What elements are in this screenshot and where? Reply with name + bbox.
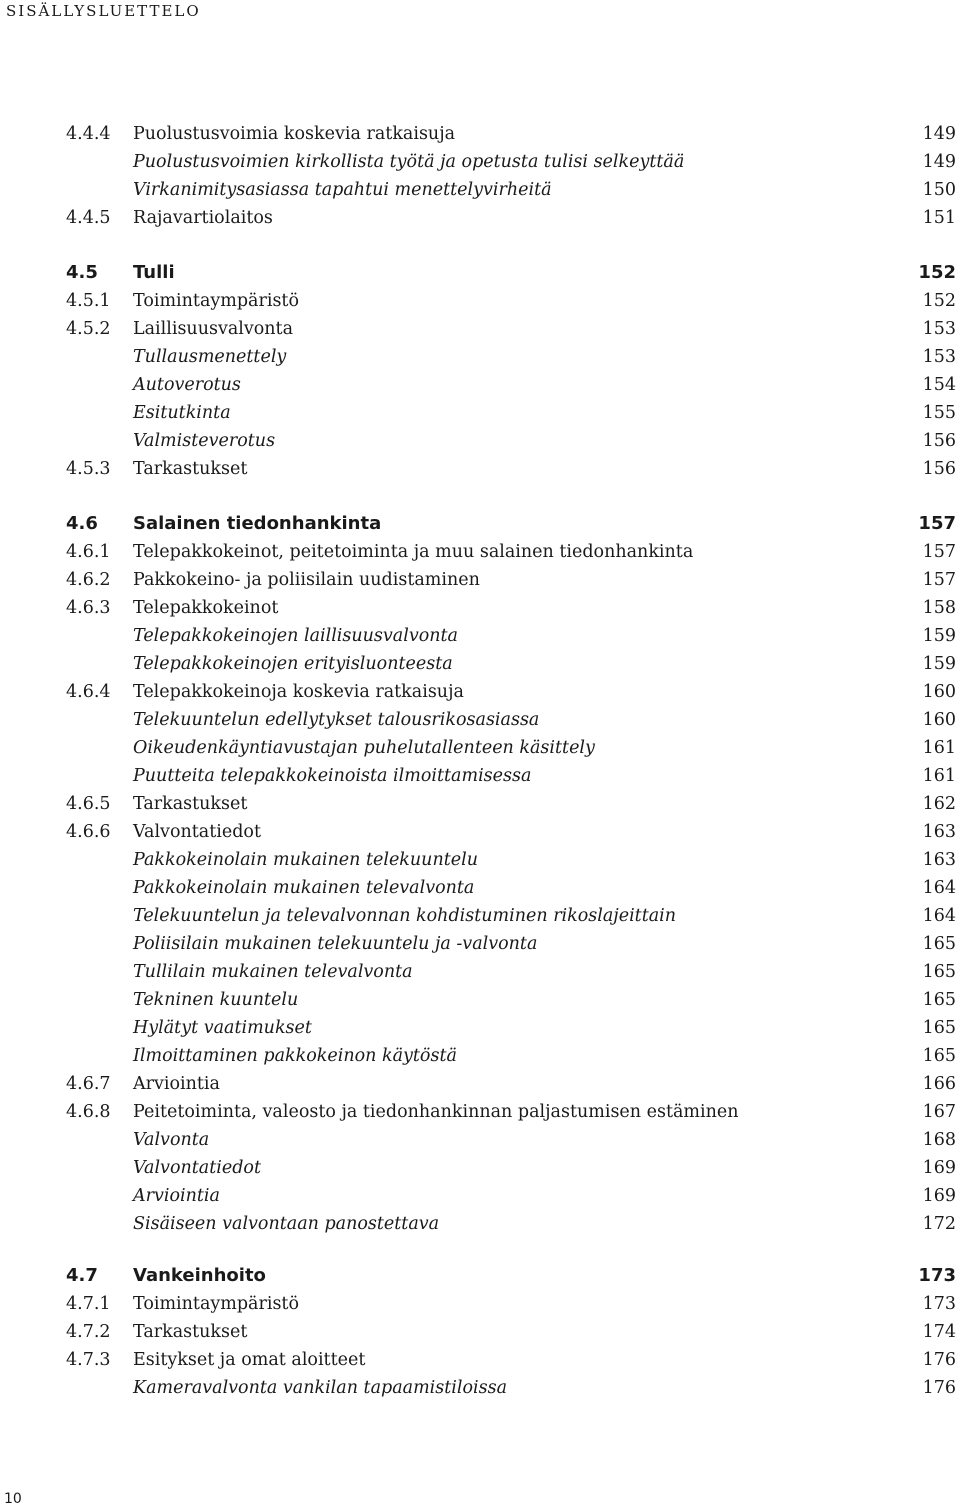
toc-entry-page: 163 bbox=[922, 822, 956, 842]
toc-entry-page: 165 bbox=[922, 1018, 956, 1038]
toc-entry-page: 165 bbox=[922, 962, 956, 982]
toc-entry-page: 150 bbox=[922, 180, 956, 200]
toc-entry-page: 176 bbox=[922, 1378, 956, 1398]
toc-entry-title: Virkanimitysasiassa tapahtui menettelyvirheitä bbox=[133, 180, 552, 200]
toc-entry-title: Puolustusvoimien kirkollista työtä ja opetusta tulisi selkeyttää bbox=[133, 152, 685, 172]
toc-entry-title: Telepakkokeinojen erityisluonteesta bbox=[133, 654, 453, 674]
toc-subentry bbox=[0, 762, 960, 790]
toc-entry-title: Pakkokeinolain mukainen televalvonta bbox=[133, 878, 475, 898]
toc-subentry bbox=[0, 902, 960, 930]
toc-subentry bbox=[0, 371, 960, 399]
toc-entry bbox=[0, 818, 960, 846]
toc-entry-number: 4.6.1 bbox=[66, 542, 111, 562]
toc-entry bbox=[0, 1346, 960, 1374]
toc-entry-page: 151 bbox=[922, 208, 956, 228]
toc-entry bbox=[0, 678, 960, 706]
toc-entry-title: Toimintaympäristö bbox=[133, 1294, 300, 1314]
toc-entry-title: Toimintaympäristö bbox=[133, 291, 300, 311]
toc-entry-title: Valvonta bbox=[133, 1130, 210, 1150]
page-number: 10 bbox=[4, 1491, 22, 1507]
toc-entry-number: 4.6.6 bbox=[66, 822, 111, 842]
toc-subentry bbox=[0, 343, 960, 371]
toc-entry-title: Tulli bbox=[133, 262, 175, 283]
toc-entry-page: 161 bbox=[922, 738, 956, 758]
toc-entry-title: Puutteita telepakkokeinoista ilmoittamisessa bbox=[133, 766, 532, 786]
toc-entry-number: 4.5.1 bbox=[66, 291, 111, 311]
toc-entry-title: Telekuuntelun edellytykset talousrikosasiassa bbox=[133, 710, 540, 730]
toc-entry bbox=[0, 287, 960, 315]
toc-entry-title: Hylätyt vaatimukset bbox=[133, 1018, 312, 1038]
toc-entry-page: 153 bbox=[922, 347, 956, 367]
toc-subentry bbox=[0, 1014, 960, 1042]
toc-entry-page: 164 bbox=[922, 878, 956, 898]
toc-entry-title: Laillisuusvalvonta bbox=[133, 319, 294, 339]
toc-entry-title: Tullilain mukainen televalvonta bbox=[133, 962, 413, 982]
toc-entry-title: Tarkastukset bbox=[133, 1322, 248, 1342]
toc-entry bbox=[0, 1318, 960, 1346]
toc-entry-title: Valvontatiedot bbox=[133, 822, 261, 842]
toc-entry-page: 165 bbox=[922, 934, 956, 954]
toc-entry bbox=[0, 1070, 960, 1098]
toc-entry-title: Sisäiseen valvontaan panostettava bbox=[133, 1214, 440, 1234]
toc-entry-number: 4.6.7 bbox=[66, 1074, 111, 1094]
toc-entry-number: 4.6.8 bbox=[66, 1102, 111, 1122]
toc-entry-page: 166 bbox=[922, 1074, 956, 1094]
toc-entry bbox=[0, 566, 960, 594]
toc-entry-page: 169 bbox=[922, 1158, 956, 1178]
toc-entry-number: 4.6 bbox=[66, 513, 98, 534]
toc-entry-page: 165 bbox=[922, 1046, 956, 1066]
toc-entry-title: Puolustusvoimia koskevia ratkaisuja bbox=[133, 124, 456, 144]
toc-entry-page: 160 bbox=[922, 710, 956, 730]
toc-entry-page: 152 bbox=[922, 291, 956, 311]
toc-subentry bbox=[0, 399, 960, 427]
toc-entry-page: 157 bbox=[922, 570, 956, 590]
toc-entry-title: Valvontatiedot bbox=[133, 1158, 261, 1178]
toc-entry-number: 4.4.4 bbox=[66, 124, 111, 144]
toc-entry-page: 157 bbox=[918, 513, 956, 534]
toc-section-heading bbox=[0, 1262, 960, 1290]
toc-entry-title: Autoverotus bbox=[133, 375, 241, 395]
toc-entry-title: Telepakkokeinot, peitetoiminta ja muu salainen tiedonhankinta bbox=[133, 542, 694, 562]
toc-entry-page: 154 bbox=[922, 375, 956, 395]
toc-entry-page: 160 bbox=[922, 682, 956, 702]
toc-subentry bbox=[0, 427, 960, 455]
toc-entry-title: Valmisteverotus bbox=[133, 431, 276, 451]
toc-subentry bbox=[0, 1182, 960, 1210]
toc-entry-title: Oikeudenkäyntiavustajan puhelutallenteen käsittely bbox=[133, 738, 595, 758]
toc-entry-number: 4.7 bbox=[66, 1265, 98, 1286]
toc-entry-title: Telepakkokeinot bbox=[133, 598, 279, 618]
toc-subentry bbox=[0, 706, 960, 734]
toc-subentry bbox=[0, 930, 960, 958]
toc-subentry bbox=[0, 1210, 960, 1238]
toc-entry-page: 149 bbox=[922, 152, 956, 172]
toc-entry-number: 4.5.2 bbox=[66, 319, 111, 339]
toc-entry-title: Telekuuntelun ja televalvonnan kohdistuminen rikoslajeittain bbox=[133, 906, 677, 926]
toc-entry-number: 4.7.1 bbox=[66, 1294, 111, 1314]
toc-entry-number: 4.5 bbox=[66, 262, 98, 283]
toc-entry-page: 159 bbox=[922, 626, 956, 646]
toc-entry-number: 4.4.5 bbox=[66, 208, 111, 228]
toc-subentry bbox=[0, 1042, 960, 1070]
toc-entry-number: 4.7.3 bbox=[66, 1350, 111, 1370]
toc-entry bbox=[0, 538, 960, 566]
toc-entry-title: Tarkastukset bbox=[133, 459, 248, 479]
toc-subentry bbox=[0, 1374, 960, 1402]
toc-subentry bbox=[0, 958, 960, 986]
toc-entry-page: 158 bbox=[922, 598, 956, 618]
toc-entry-title: Esitutkinta bbox=[133, 403, 231, 423]
toc-subentry bbox=[0, 622, 960, 650]
toc-entry-title: Peitetoiminta, valeosto ja tiedonhankinnan paljastumisen estäminen bbox=[133, 1102, 739, 1122]
toc-subentry bbox=[0, 650, 960, 678]
toc-entry-number: 4.7.2 bbox=[66, 1322, 111, 1342]
toc-entry-number: 4.6.4 bbox=[66, 682, 111, 702]
toc-subentry bbox=[0, 846, 960, 874]
toc-entry-page: 155 bbox=[922, 403, 956, 423]
toc-subentry bbox=[0, 874, 960, 902]
toc-subentry bbox=[0, 986, 960, 1014]
toc-entry bbox=[0, 594, 960, 622]
toc-section-heading bbox=[0, 259, 960, 287]
toc-entry-title: Rajavartiolaitos bbox=[133, 208, 273, 228]
toc-entry-page: 168 bbox=[922, 1130, 956, 1150]
toc-entry-page: 164 bbox=[922, 906, 956, 926]
toc-entry bbox=[0, 790, 960, 818]
toc-subentry bbox=[0, 1154, 960, 1182]
toc-entry bbox=[0, 1290, 960, 1318]
toc-entry bbox=[0, 1098, 960, 1126]
toc-entry-page: 149 bbox=[922, 124, 956, 144]
toc-entry-page: 163 bbox=[922, 850, 956, 870]
toc-entry bbox=[0, 120, 960, 148]
toc-entry-page: 167 bbox=[922, 1102, 956, 1122]
toc-entry-title: Telepakkokeinoja koskevia ratkaisuja bbox=[133, 682, 464, 702]
toc-entry-number: 4.6.5 bbox=[66, 794, 111, 814]
toc-entry-page: 165 bbox=[922, 990, 956, 1010]
toc-entry-title: Pakkokeinolain mukainen telekuuntelu bbox=[133, 850, 478, 870]
toc-entry-title: Arviointia bbox=[133, 1186, 220, 1206]
toc-entry-number: 4.6.3 bbox=[66, 598, 111, 618]
toc-entry bbox=[0, 455, 960, 483]
toc-entry-title: Kameravalvonta vankilan tapaamistiloissa bbox=[133, 1378, 508, 1398]
toc-entry-page: 153 bbox=[922, 319, 956, 339]
toc-entry-page: 173 bbox=[922, 1294, 956, 1314]
toc-entry bbox=[0, 315, 960, 343]
toc-entry-page: 162 bbox=[922, 794, 956, 814]
toc-entry-title: Poliisilain mukainen telekuuntelu ja -valvonta bbox=[133, 934, 538, 954]
toc-entry-title: Arviointia bbox=[133, 1074, 220, 1094]
toc-subentry bbox=[0, 1126, 960, 1154]
toc-entry-title: Telepakkokeinojen laillisuusvalvonta bbox=[133, 626, 458, 646]
running-header: SISÄLLYSLUETTELO bbox=[6, 2, 201, 20]
toc-entry-page: 156 bbox=[922, 459, 956, 479]
toc-entry-page: 159 bbox=[922, 654, 956, 674]
toc-entry-title: Ilmoittaminen pakkokeinon käytöstä bbox=[133, 1046, 457, 1066]
toc-entry-page: 161 bbox=[922, 766, 956, 786]
toc-section-heading bbox=[0, 510, 960, 538]
toc-entry-page: 169 bbox=[922, 1186, 956, 1206]
toc-entry-page: 173 bbox=[918, 1265, 956, 1286]
toc-entry-title: Tekninen kuuntelu bbox=[133, 990, 299, 1010]
toc-entry bbox=[0, 204, 960, 232]
toc-entry-number: 4.5.3 bbox=[66, 459, 111, 479]
toc-entry-page: 152 bbox=[918, 262, 956, 283]
toc-entry-number: 4.6.2 bbox=[66, 570, 111, 590]
toc-subentry bbox=[0, 176, 960, 204]
toc-entry-page: 156 bbox=[922, 431, 956, 451]
toc-entry-page: 157 bbox=[922, 542, 956, 562]
toc-entry-page: 176 bbox=[922, 1350, 956, 1370]
toc-entry-page: 174 bbox=[922, 1322, 956, 1342]
toc-entry-title: Tullausmenettely bbox=[133, 347, 287, 367]
toc-entry-title: Tarkastukset bbox=[133, 794, 248, 814]
toc-subentry bbox=[0, 148, 960, 176]
toc-entry-title: Esitykset ja omat aloitteet bbox=[133, 1350, 366, 1370]
toc-subentry bbox=[0, 734, 960, 762]
toc-entry-title: Vankeinhoito bbox=[133, 1265, 266, 1286]
toc-entry-page: 172 bbox=[922, 1214, 956, 1234]
toc-entry-title: Salainen tiedonhankinta bbox=[133, 513, 382, 534]
toc-entry-title: Pakkokeino- ja poliisilain uudistaminen bbox=[133, 570, 480, 590]
